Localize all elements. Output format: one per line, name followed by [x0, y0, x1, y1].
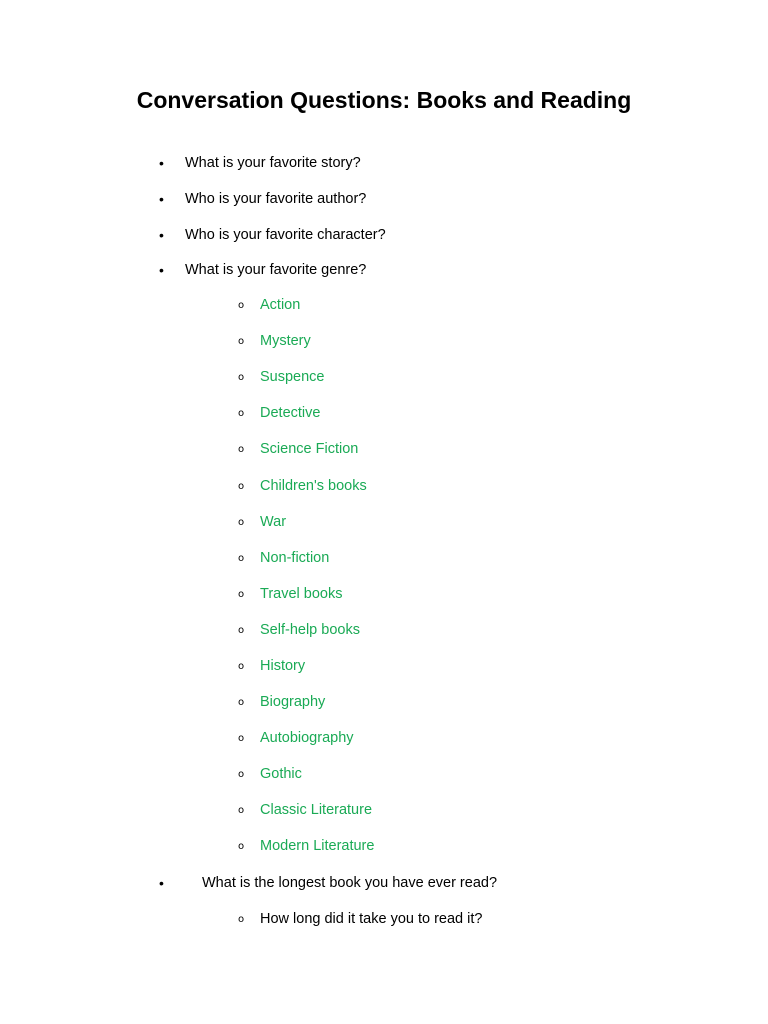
sub-bullet-icon: o — [238, 805, 245, 816]
sub-bullet-icon: o — [238, 481, 245, 492]
sub-bullet-icon: o — [238, 300, 245, 311]
genre-text: Autobiography — [260, 730, 354, 746]
question-text: Who is your favorite author? — [185, 191, 367, 207]
bullet-icon: • — [159, 155, 164, 171]
sub-bullet-icon: o — [238, 408, 245, 419]
sub-bullet-icon: o — [238, 444, 245, 455]
sub-bullet-icon: o — [238, 697, 245, 708]
genre-text: History — [260, 658, 306, 674]
sub-bullet-icon: o — [238, 372, 245, 383]
bullet-icon: • — [159, 191, 164, 207]
bullet-icon: • — [159, 262, 164, 278]
sub-bullet-icon: o — [238, 733, 245, 744]
genre-text: Detective — [260, 405, 321, 421]
sub-bullet-icon: o — [238, 553, 245, 564]
bullet-icon: • — [159, 875, 164, 891]
genre-text: Classic Literature — [260, 802, 373, 818]
genre-text: Children's books — [260, 478, 367, 494]
genre-text: War — [260, 514, 287, 530]
question-text: Who is your favorite character? — [185, 227, 386, 243]
sub-bullet-icon: o — [238, 625, 245, 636]
sub-bullet-icon: o — [238, 661, 245, 672]
sub-bullet-icon: o — [238, 914, 245, 925]
sub-bullet-icon: o — [238, 589, 245, 600]
genre-text: Science Fiction — [260, 441, 359, 457]
genre-text: Self-help books — [260, 622, 360, 638]
sub-bullet-icon: o — [238, 517, 245, 528]
genre-text: Travel books — [260, 586, 343, 602]
question-text: What is your favorite story? — [185, 155, 361, 171]
document-title: Conversation Questions: Books and Reading — [136, 87, 632, 113]
bullet-icon: • — [159, 227, 164, 243]
followup-text: How long did it take you to read it? — [260, 911, 483, 927]
genre-text: Mystery — [260, 333, 311, 349]
sub-bullet-icon: o — [238, 769, 245, 780]
genre-text: Action — [260, 297, 301, 313]
genre-text: Biography — [260, 694, 326, 710]
genre-text: Gothic — [260, 766, 302, 782]
question-text: What is the longest book you have ever read? — [202, 875, 498, 891]
genre-text: Modern Literature — [260, 838, 375, 854]
sub-bullet-icon: o — [238, 336, 245, 347]
genre-text: Non-fiction — [260, 550, 330, 566]
genre-text: Suspence — [260, 369, 325, 385]
question-text: What is your favorite genre? — [185, 262, 367, 278]
sub-bullet-icon: o — [238, 841, 245, 852]
